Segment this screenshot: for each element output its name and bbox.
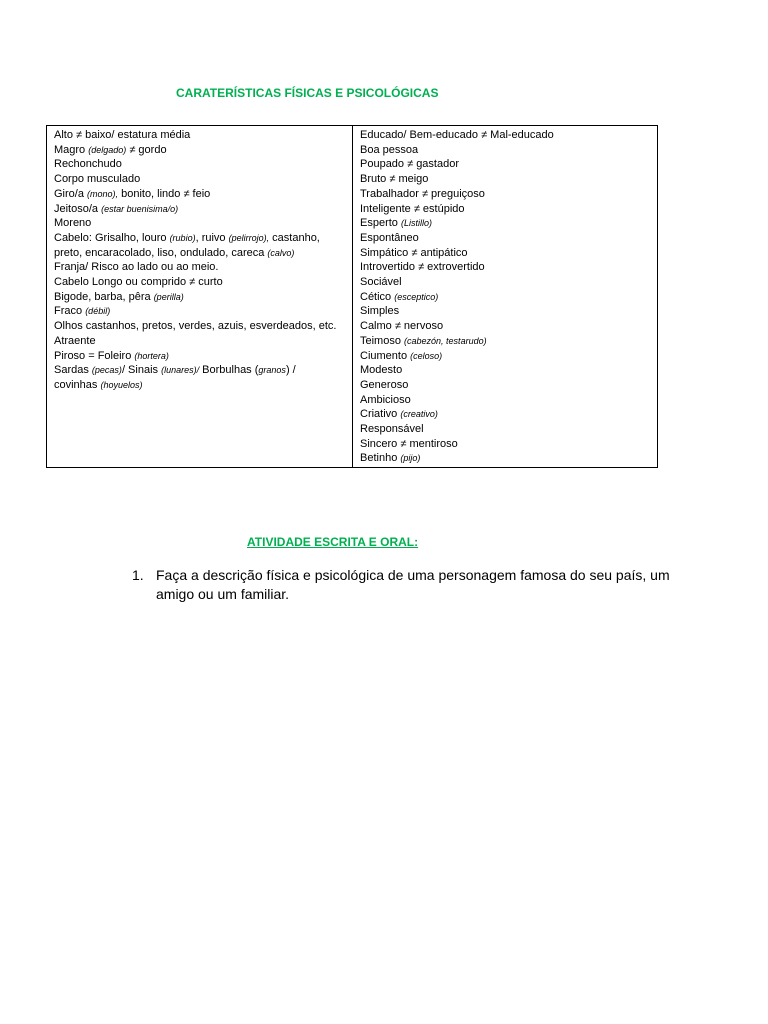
term-text: Olhos castanhos, pretos, verdes, azuis, esverdeados, etc. (54, 320, 337, 333)
table-cell-line (360, 304, 657, 319)
table-cell-line (54, 349, 352, 364)
characteristics-table (46, 125, 658, 468)
term-text: Simples (360, 305, 400, 318)
table-cell-line (360, 172, 657, 187)
spanish-translation-note: (lunares)/ (161, 365, 200, 376)
term-text: Bruto ≠ meigo (360, 173, 429, 186)
table-cell-line (54, 187, 352, 202)
table-cell-line (360, 422, 657, 437)
table-cell-line (360, 393, 657, 408)
term-text: Atraente (54, 334, 96, 347)
term-text: Generoso (360, 378, 409, 391)
term-text: Jeitoso/a (54, 202, 102, 215)
table-cell-line (54, 304, 352, 319)
activity-item-number: 1. (132, 567, 144, 583)
term-text: Cabelo: Grisalho, louro (54, 231, 170, 244)
term-text: bonito, lindo ≠ feio (118, 187, 211, 200)
table-cell-line (54, 334, 352, 349)
term-text: Simpático ≠ antipático (360, 246, 468, 259)
table-cell-line (54, 260, 352, 275)
table-cell-line (54, 231, 352, 260)
document-title: CARATERÍSTICAS FÍSICAS E PSICOLÓGICAS (176, 86, 439, 100)
table-cell-line (360, 128, 657, 143)
table-cell-line (360, 451, 657, 466)
term-text: Educado/ Bem-educado ≠ Mal-educado (360, 129, 554, 141)
term-text: , ruivo (195, 231, 229, 244)
term-text: Modesto (360, 364, 403, 377)
table-cell-line (54, 319, 352, 334)
table-cell-line (54, 128, 352, 143)
term-text: Introvertido ≠ extrovertido (360, 261, 485, 274)
term-text: ≠ gordo (126, 143, 167, 156)
table-cell-line (360, 216, 657, 231)
term-text: Cabelo Longo ou comprido ≠ curto (54, 276, 223, 289)
table-cell-line (54, 216, 352, 231)
table-cell-line (360, 202, 657, 217)
spanish-translation-note: granos (258, 365, 286, 376)
table-cell-line (360, 349, 657, 364)
term-text: Ciumento (360, 349, 411, 362)
table-cell-line (360, 246, 657, 261)
term-text: Sociável (360, 276, 402, 289)
term-text: / Sinais (121, 364, 162, 377)
term-text: Rechonchudo (54, 158, 122, 171)
table-cell-line (360, 231, 657, 246)
term-text: Piroso = Foleiro (54, 349, 135, 362)
physical-column (47, 126, 353, 467)
term-text: Ambicioso (360, 393, 411, 406)
spanish-translation-note: (hortera) (134, 350, 169, 361)
table-cell-line (360, 319, 657, 334)
spanish-translation-note: (rubio) (169, 232, 196, 243)
table-cell-line (360, 143, 657, 158)
psychological-column (353, 126, 657, 467)
table-cell-line (54, 275, 352, 290)
table-cell-line (360, 378, 657, 393)
term-text: Corpo musculado (54, 173, 141, 186)
term-text: Trabalhador ≠ preguiçoso (360, 187, 485, 200)
table-cell-line (54, 202, 352, 217)
table-cell-line (54, 143, 352, 158)
table-cell-line (54, 363, 352, 392)
term-text: Sincero ≠ mentiroso (360, 437, 458, 450)
term-text: Espontâneo (360, 231, 419, 244)
term-text: Boa pessoa (360, 143, 419, 156)
table-cell-line (360, 437, 657, 452)
spanish-translation-note: (esceptico) (394, 291, 439, 302)
table-cell-line (360, 407, 657, 422)
spanish-translation-note: (mono), (87, 188, 119, 199)
term-text: Esperto (360, 217, 401, 230)
table-cell-line (54, 157, 352, 172)
table-cell-line (360, 157, 657, 172)
spanish-translation-note: (cabezón, testarudo) (404, 335, 487, 346)
term-text: Borbulhas ( (199, 364, 259, 377)
spanish-translation-note: (Listillo) (400, 218, 432, 229)
term-text: Giro/a (54, 187, 88, 200)
spanish-translation-note: (delgado) (88, 144, 127, 155)
term-text: Alto ≠ baixo/ estatura média (54, 129, 191, 141)
term-text: Inteligente ≠ estúpido (360, 202, 465, 215)
term-text: Criativo (360, 408, 401, 421)
term-text: castanho, preto, encaracolado, liso, ondulado, careca (54, 231, 320, 259)
term-text: Sardas (54, 364, 92, 377)
table-cell-line (360, 363, 657, 378)
term-text: Teimoso (360, 334, 405, 347)
table-cell-line (360, 260, 657, 275)
spanish-translation-note: (estar buenisima/o) (101, 203, 179, 214)
activity-item (132, 566, 672, 604)
term-text: Poupado ≠ gastador (360, 158, 459, 171)
spanish-translation-note: (débil) (85, 306, 111, 317)
spanish-translation-note: (pijo) (400, 453, 421, 464)
term-text: Bigode, barba, pêra (54, 290, 154, 303)
activity-item-text: Faça a descrição física e psicológica de uma personagem famosa do seu país, um amigo ou um familiar. (156, 567, 670, 602)
spanish-translation-note: (hoyuelos) (100, 379, 143, 390)
spanish-translation-note: (calvo) (267, 247, 295, 258)
term-text: Fraco (54, 305, 86, 318)
table-cell-line (360, 187, 657, 202)
term-text: Franja/ Risco ao lado ou ao meio. (54, 261, 219, 274)
term-text: Responsável (360, 423, 424, 436)
table-cell-line (54, 290, 352, 305)
term-text: Calmo ≠ nervoso (360, 320, 444, 333)
spanish-translation-note: (pelirrojo), (228, 232, 270, 243)
term-text: Betinho (360, 452, 401, 465)
activity-heading: ATIVIDADE ESCRITA E ORAL: (247, 535, 419, 549)
term-text: ) / covinhas (54, 364, 296, 391)
table-cell-line (54, 172, 352, 187)
spanish-translation-note: (celoso) (410, 350, 443, 361)
term-text: Moreno (54, 217, 92, 230)
table-cell-line (360, 275, 657, 290)
table-cell-line (360, 334, 657, 349)
spanish-translation-note: (creativo) (400, 409, 438, 420)
table-cell-line (360, 290, 657, 305)
term-text: Cético (360, 290, 395, 303)
spanish-translation-note: (perilla) (153, 291, 184, 302)
spanish-translation-note: (pecas) (91, 365, 122, 376)
term-text: Magro (54, 143, 89, 156)
